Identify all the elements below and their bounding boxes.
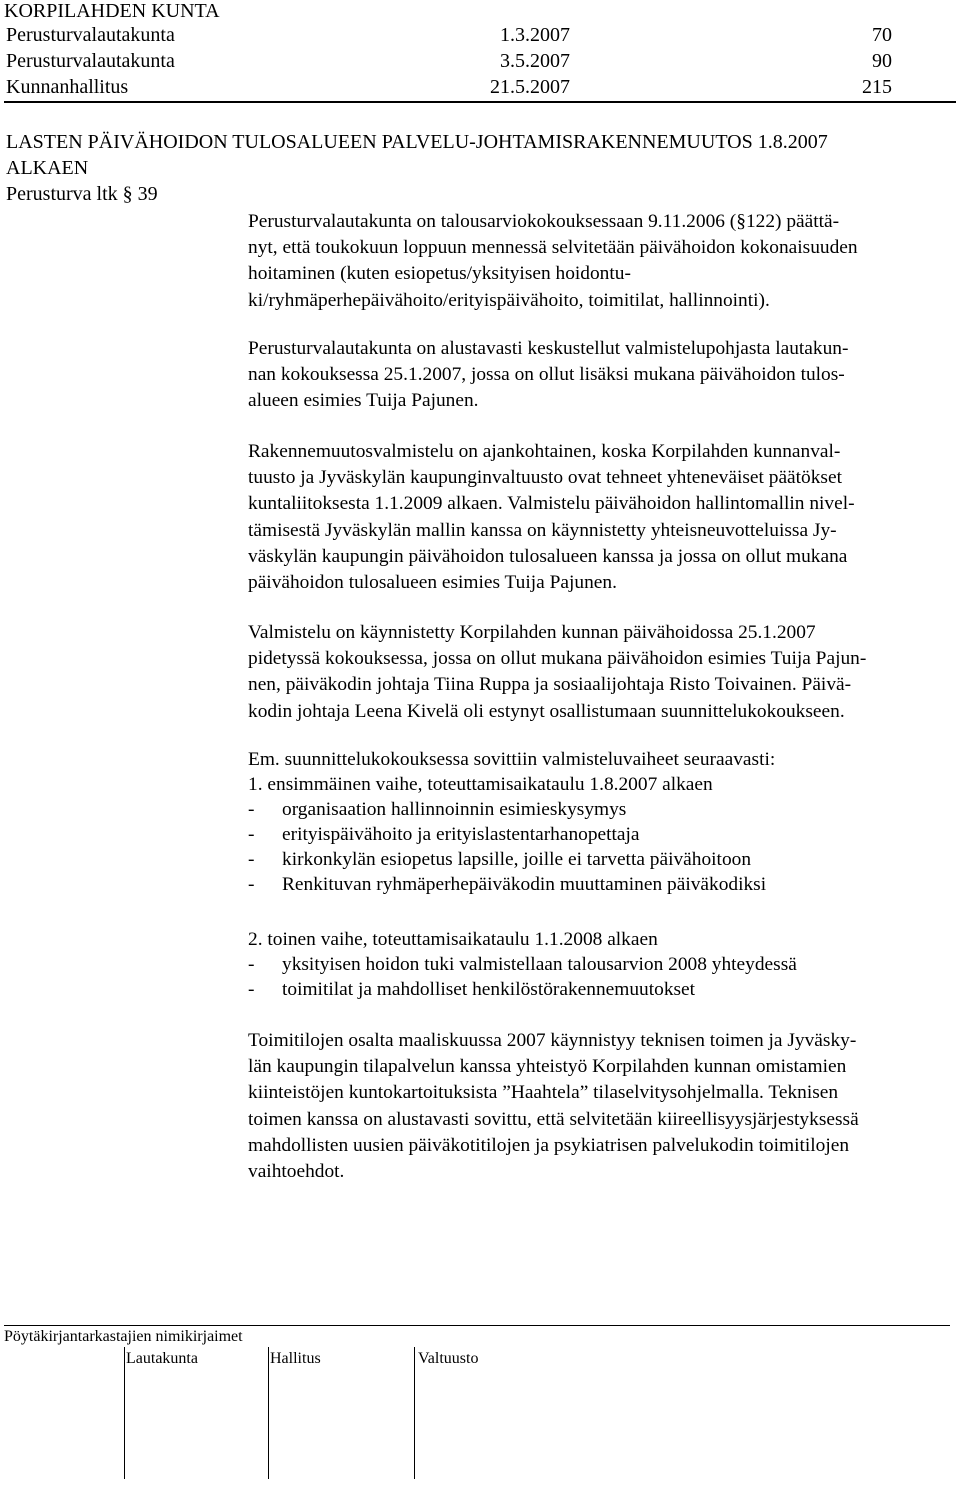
paragraph-line: Rakennemuutosvalmistelu on ajankohtainen, koska Korpilahden kunnanval- xyxy=(248,441,841,462)
dash-bullet: - xyxy=(248,874,255,895)
list-item xyxy=(248,822,775,847)
paragraph-line: väskylän kaupungin päivähoidon tulosalueen kanssa ja jossa on ollut mukana xyxy=(248,545,848,567)
document-title-continued: ALKAEN xyxy=(6,157,89,179)
paragraph-line: nan kokouksessa 25.1.2007, jossa on ollut lisäksi mukana päivähoidon tulos- xyxy=(248,364,845,386)
signature-column-divider xyxy=(414,1347,415,1479)
paragraph-line: vaihtoehdot. xyxy=(248,1160,345,1182)
list-intro xyxy=(248,747,775,772)
meeting-date: 3.5.2007 xyxy=(500,50,570,72)
meeting-section: 70 xyxy=(872,24,892,46)
dash-bullet: - xyxy=(248,799,255,820)
paragraph-line: hoitaminen (kuten esiopetus/yksityisen hoidontu- xyxy=(248,263,631,285)
paragraph-line: Perusturvalautakunta on alustavasti keskustellut valmistelupohjasta lautakun- xyxy=(248,338,849,359)
list-item-text: organisaation hallinnoinnin esimieskysymys xyxy=(282,799,627,820)
paragraph-line: päivähoidon tulosalueen esimies Tuija Pajunen. xyxy=(248,571,617,593)
dash-bullet: - xyxy=(248,954,255,975)
phase-heading-text: 1. ensimmäinen vaihe, toteuttamisaikataulu 1.8.2007 alkaen xyxy=(248,774,713,795)
paragraph xyxy=(248,336,848,415)
list-intro-text: Em. suunnittelukokouksessa sovittiin valmisteluvaiheet seuraavasti: xyxy=(248,749,776,770)
phase-list xyxy=(248,927,797,1002)
footer-column-label: Valtuusto xyxy=(418,1350,479,1367)
footer-column-label: Hallitus xyxy=(270,1350,321,1367)
list-item xyxy=(248,977,696,1002)
footer-rule xyxy=(4,1325,950,1326)
paragraph-line: toimen kanssa on alustavasti sovittu, että selvitetään kiireellisyysjärjestyksessä xyxy=(248,1108,859,1130)
paragraph-line: kuntaliitoksesta 1.1.2009 alkaen. Valmistelu päivähoidon hallintomallin nivel- xyxy=(248,493,855,515)
paragraph-line: Perusturvalautakunta on talousarviokokouksessaan 9.11.2006 (§122) päättä- xyxy=(248,211,840,232)
list-item-text: kirkonkylän esiopetus lapsille, joille ei tarvetta päivähoitoon xyxy=(282,849,752,870)
paragraph-line: mahdollisten uusien päiväkotitilojen ja psykiatrisen palvelukodin toimitilojen xyxy=(248,1134,850,1156)
list-item-text: Renkituvan ryhmäperhepäiväkodin muuttaminen päiväkodiksi xyxy=(282,874,767,895)
paragraph-line: kodin johtaja Leena Kivelä oli estynyt osallistumaan suunnittelukokoukseen. xyxy=(248,700,845,722)
list-item xyxy=(248,847,775,872)
document-title: LASTEN PÄIVÄHOIDON TULOSALUEEN PALVELU-JOHTAMISRAKENNEMUUTOS 1.8.2007 xyxy=(6,131,828,153)
phase-heading-text: 2. toinen vaihe, toteuttamisaikataulu 1.1.2008 alkaen xyxy=(248,929,658,950)
paragraph-line: Valmistelu on käynnistetty Korpilahden kunnan päivähoidossa 25.1.2007 xyxy=(248,622,816,643)
list-item-text: toimitilat ja mahdolliset henkilöstörakennemuutokset xyxy=(282,979,696,1000)
paragraph-line: alueen esimies Tuija Pajunen. xyxy=(248,390,479,412)
municipality-name: KORPILAHDEN KUNTA xyxy=(4,0,220,22)
list-item xyxy=(248,952,797,977)
meeting-body: Perusturvalautakunta xyxy=(6,50,175,72)
signature-column-divider xyxy=(124,1347,125,1479)
meeting-section: 215 xyxy=(862,76,892,98)
list-item-text: yksityisen hoidon tuki valmistellaan talousarvion 2008 yhteydessä xyxy=(282,954,797,975)
meeting-body: Perusturvalautakunta xyxy=(6,24,175,46)
phase-heading xyxy=(248,927,658,952)
dash-bullet: - xyxy=(248,849,255,870)
meeting-body: Kunnanhallitus xyxy=(6,76,129,98)
footer-label: Pöytäkirjantarkastajien nimikirjaimet xyxy=(4,1328,243,1345)
paragraph-line: län kaupungin tilapalvelun kanssa yhteistyö Korpilahden kunnan omistamien xyxy=(248,1056,847,1078)
paragraph-line: Toimitilojen osalta maaliskuussa 2007 käynnistyy teknisen toimen ja Jyväsky- xyxy=(248,1030,857,1051)
paragraph-line: kiinteistöjen kuntokartoituksista ”Haahtela” tilaselvitysohjelmalla. Teknisen xyxy=(248,1082,839,1104)
list-item-text: erityispäivähoito ja erityislastentarhanopettaja xyxy=(282,824,640,845)
list-item xyxy=(248,797,775,822)
paragraph-line: nyt, että toukokuun loppuun mennessä selvitetään päivähoidon kokonaisuuden xyxy=(248,237,858,259)
paragraph-line: tuusto ja Jyväskylän kaupunginvaltuusto ovat tehneet yhteneväiset päätökset xyxy=(248,467,842,489)
paragraph xyxy=(248,1028,859,1185)
paragraph xyxy=(248,620,866,725)
paragraph xyxy=(248,209,858,314)
section-reference: Perusturva ltk § 39 xyxy=(6,183,158,205)
signature-column-divider xyxy=(268,1347,269,1479)
header-rule xyxy=(4,101,956,103)
dash-bullet: - xyxy=(248,979,255,1000)
meeting-section: 90 xyxy=(872,50,892,72)
paragraph-line: ki/ryhmäperhepäivähoito/erityispäivähoito, toimitilat, hallinnointi). xyxy=(248,289,770,311)
dash-bullet: - xyxy=(248,824,255,845)
paragraph-line: pidetyssä kokouksessa, jossa on ollut mukana päivähoidon esimies Tuija Pajun- xyxy=(248,648,867,670)
meeting-date: 21.5.2007 xyxy=(490,76,570,98)
phase-list xyxy=(248,747,775,897)
footer-column-label: Lautakunta xyxy=(126,1350,198,1367)
paragraph-line: tämisestä Jyväskylän mallin kanssa on käynnistetty yhteisneuvotteluissa Jy- xyxy=(248,519,837,541)
list-item xyxy=(248,872,775,897)
phase-heading xyxy=(248,772,775,797)
paragraph-line: nen, päiväkodin johtaja Tiina Ruppa ja sosiaalijohtaja Risto Toivainen. Päivä- xyxy=(248,674,852,696)
paragraph xyxy=(248,439,855,596)
meeting-date: 1.3.2007 xyxy=(500,24,570,46)
